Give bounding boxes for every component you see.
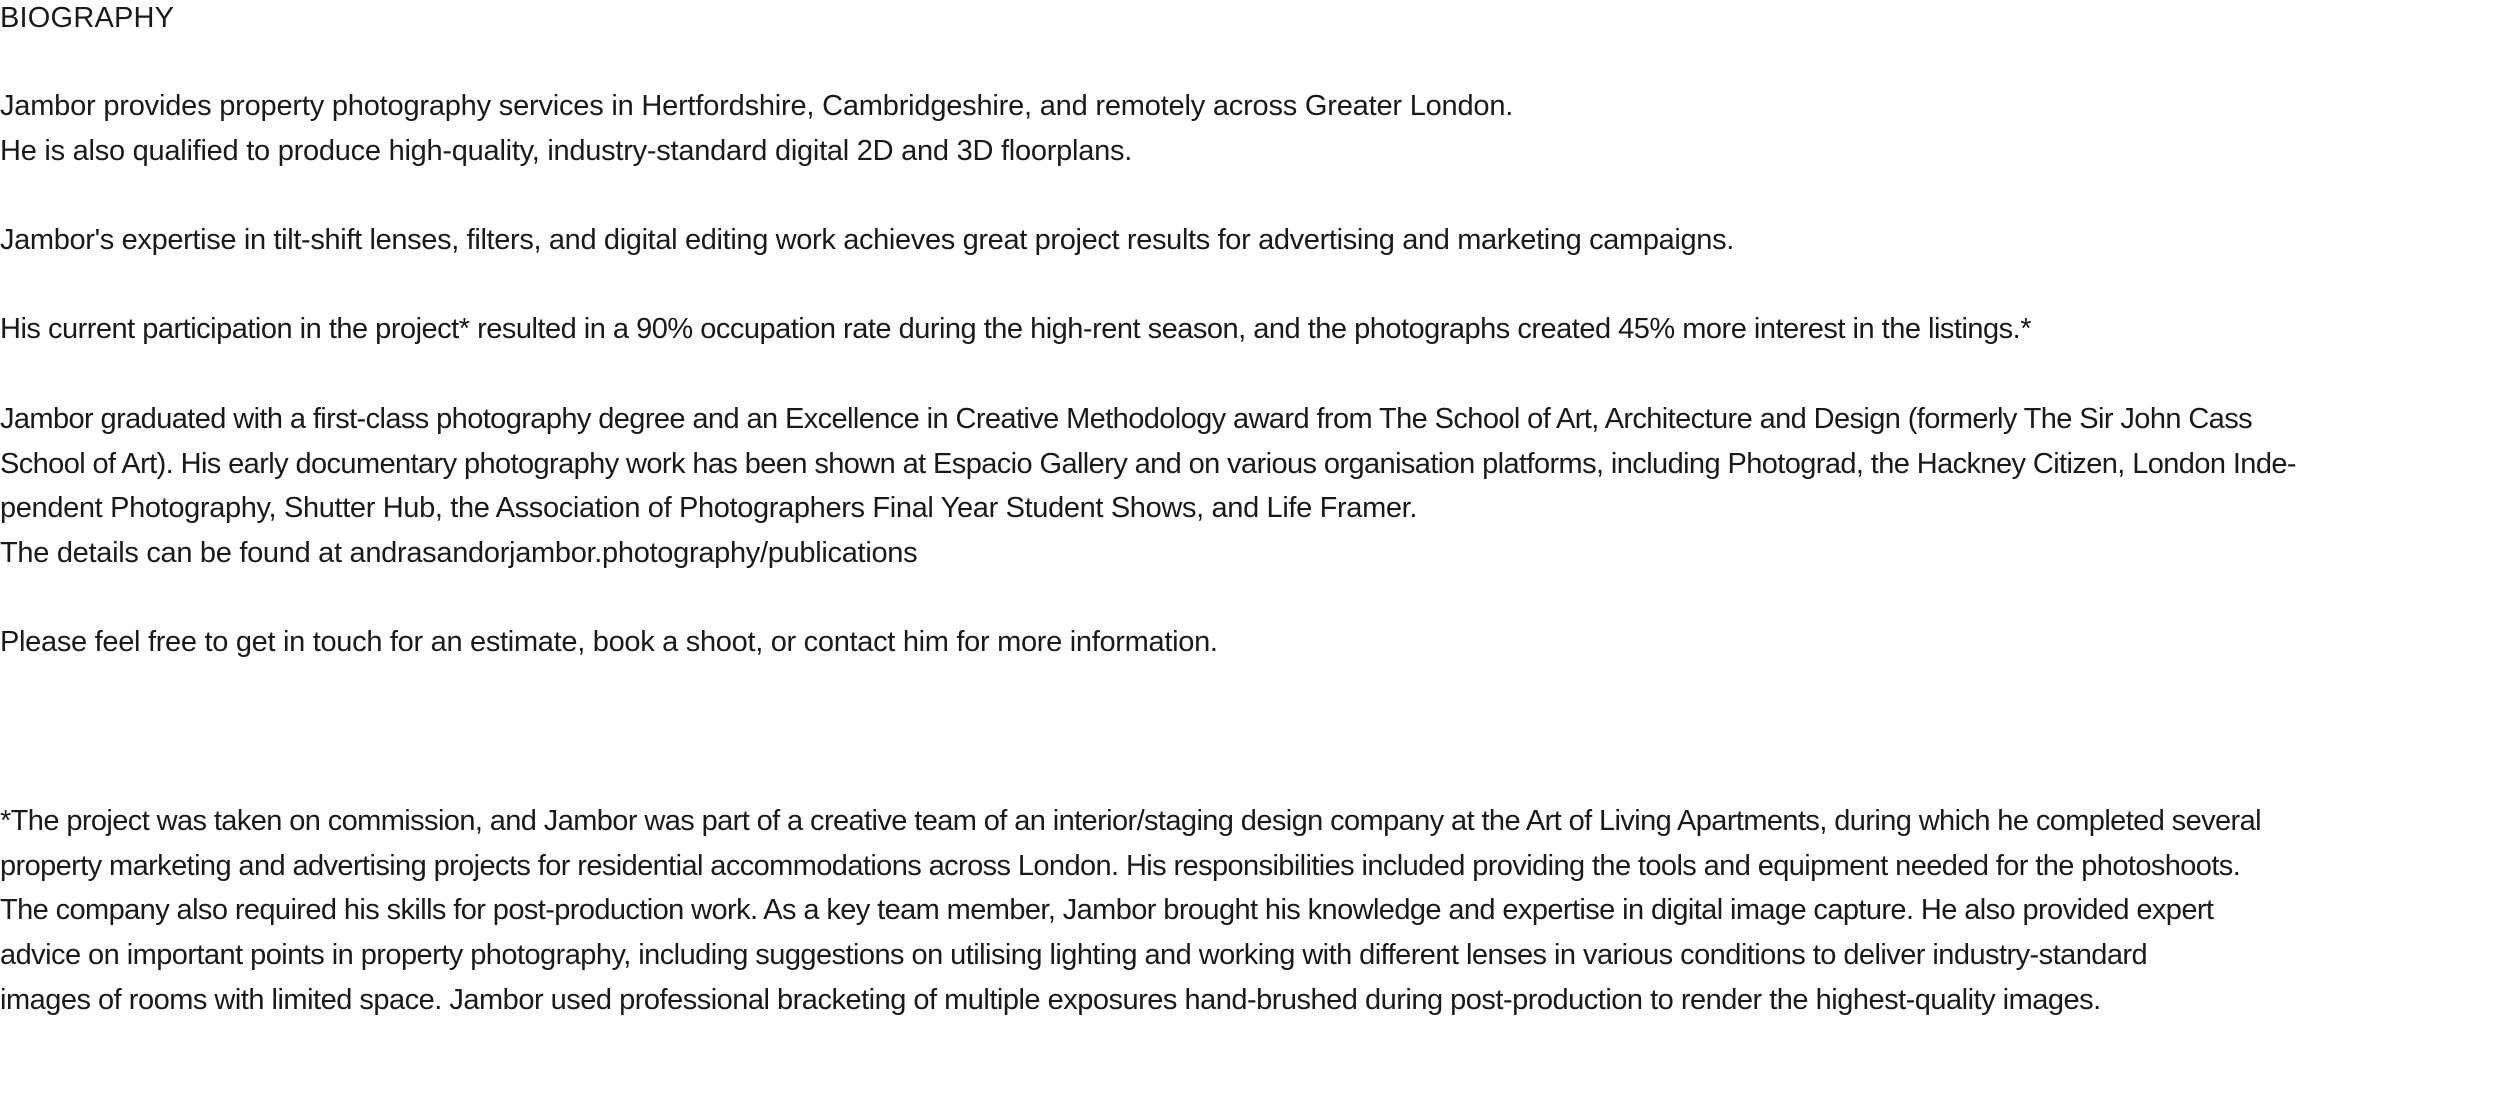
paragraph-5-line-1: Please feel free to get in touch for an estimate, book a shoot, or contact him for more information. (0, 626, 1218, 658)
publications-link[interactable]: andrasandorjambor.photography/publications (349, 537, 918, 569)
footnote-line-5: images of rooms with limited space. Jambor used professional bracketing of multiple exposures hand-brushed during post-production to render the highest-quality images. (0, 984, 2101, 1016)
footnote-line-4: advice on important points in property photography, including suggestions on utilising lighting and working with different lenses in various conditions to deliver industry-standard (0, 939, 2148, 971)
paragraph-1-line-1: Jambor provides property photography services in Hertfordshire, Cambridgeshire, and remotely across Greater London. (0, 90, 1514, 122)
paragraph-4-line-2: School of Art). His early documentary photography work has been shown at Espacio Gallery and on various organisation platforms, including Photograd, the Hackney Citizen, London Inde- (0, 448, 2296, 480)
footnote-line-1: *The project was taken on commission, and Jambor was part of a creative team of an interior/staging design company at the Art of Living Apartments, during which he completed several (0, 805, 2261, 837)
paragraph-3-line-1: His current participation in the project* resulted in a 90% occupation rate during the high-rent season, and the photographs created 45% more interest in the listings.* (0, 313, 2032, 345)
publications-prefix: The details can be found at (0, 537, 350, 569)
paragraph-1-line-2: He is also qualified to produce high-quality, industry-standard digital 2D and 3D floorplans. (0, 135, 1133, 167)
paragraph-4-line-4 (0, 535, 917, 571)
footnote-line-2: property marketing and advertising projects for residential accommodations across London. His responsibilities included providing the tools and equipment needed for the photoshoots. (0, 850, 2241, 882)
footnote-line-3: The company also required his skills for post-production work. As a key team member, Jambor brought his knowledge and expertise in digital image capture. He also provided expert (0, 894, 2214, 926)
paragraph-4-line-1: Jambor graduated with a first-class photography degree and an Excellence in Creative Methodology award from The School of Art, Architecture and Design (formerly The Sir John Cass (0, 403, 2253, 435)
paragraph-2-line-1: Jambor's expertise in tilt-shift lenses, filters, and digital editing work achieves great project results for advertising and marketing campaigns. (0, 224, 1734, 256)
paragraph-4-line-3: pendent Photography, Shutter Hub, the Association of Photographers Final Year Student Shows, and Life Framer. (0, 492, 1418, 524)
page-title: BIOGRAPHY (0, 2, 175, 34)
